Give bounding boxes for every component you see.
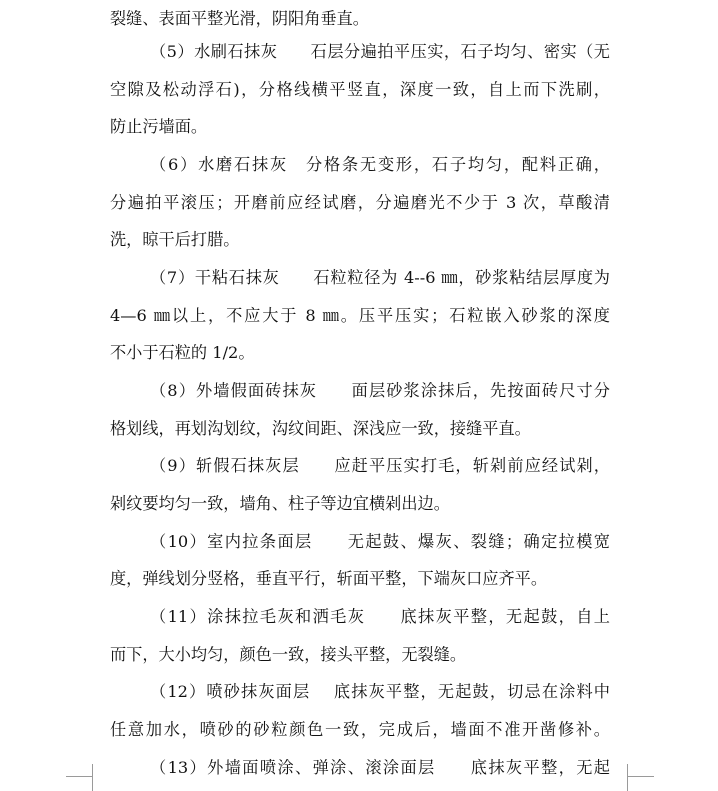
text-line-16: 度，弹线划分竖格，垂直平行，斩面平整，下端灰口应齐平。 xyxy=(110,569,548,588)
crop-mark-left-vertical xyxy=(92,764,93,791)
text-line-7: 洗，晾干后打腊。 xyxy=(110,230,240,249)
text-line-3: 空隙及松动浮石)，分格线横平竖直，深度一致，自上而下洗刷， xyxy=(110,80,610,99)
text-line-1: 裂缝、表面平整光滑，阴阳角垂直。 xyxy=(110,9,369,28)
text-line-20: 任意加水，喷砂的砂粒颜色一致，完成后，墙面不准开凿修补。 xyxy=(110,720,610,739)
text-line-8: （7）干粘石抹灰 石粒粒径为 4--6 ㎜，砂浆粘结层厚度为 xyxy=(150,268,610,287)
text-line-11: （8）外墙假面砖抹灰 面层砂浆涂抹后，先按面砖尺寸分 xyxy=(150,381,610,400)
crop-mark-right-horizontal xyxy=(628,776,654,777)
text-line-21: （13）外墙面喷涂、弹涂、滚涂面层 底抹灰平整，无起 xyxy=(150,758,610,777)
text-line-10: 不小于石粒的 1/2。 xyxy=(110,343,255,362)
text-line-17: （11）涂抹拉毛灰和洒毛灰 底抹灰平整，无起鼓，自上 xyxy=(150,607,610,626)
crop-mark-left-horizontal xyxy=(66,776,92,777)
text-line-5: （6）水磨石抹灰 分格条无变形，石子均匀，配料正确， xyxy=(150,155,610,174)
text-line-19: （12）喷砂抹灰面层 底抹灰平整，无起鼓，切忌在涂料中 xyxy=(150,682,610,701)
text-line-18: 而下，大小均匀，颜色一致，接头平整，无裂缝。 xyxy=(110,645,467,664)
text-line-9: 4—6 ㎜以上，不应大于 8 ㎜。压平压实；石粒嵌入砂浆的深度 xyxy=(110,306,610,325)
text-line-12: 格划线，再划沟划纹，沟纹间距、深浅应一致，接缝平直。 xyxy=(110,419,531,438)
text-line-2: （5）水刷石抹灰 石层分遍拍平压实，石子均匀、密实（无 xyxy=(150,42,610,61)
text-line-6: 分遍拍平滚压；开磨前应经试磨，分遍磨光不少于 3 次，草酸清 xyxy=(110,193,610,212)
text-line-13: （9）斩假石抹灰层 应赶平压实打毛，斩剁前应经试剁， xyxy=(150,456,610,475)
text-line-4: 防止污墙面。 xyxy=(110,117,208,136)
text-line-14: 剁纹要均匀一致，墙角、柱子等边宜横剁出边。 xyxy=(110,494,450,513)
crop-mark-right-vertical xyxy=(627,764,628,791)
text-line-15: （10）室内拉条面层 无起鼓、爆灰、裂缝；确定拉模宽 xyxy=(150,532,610,551)
